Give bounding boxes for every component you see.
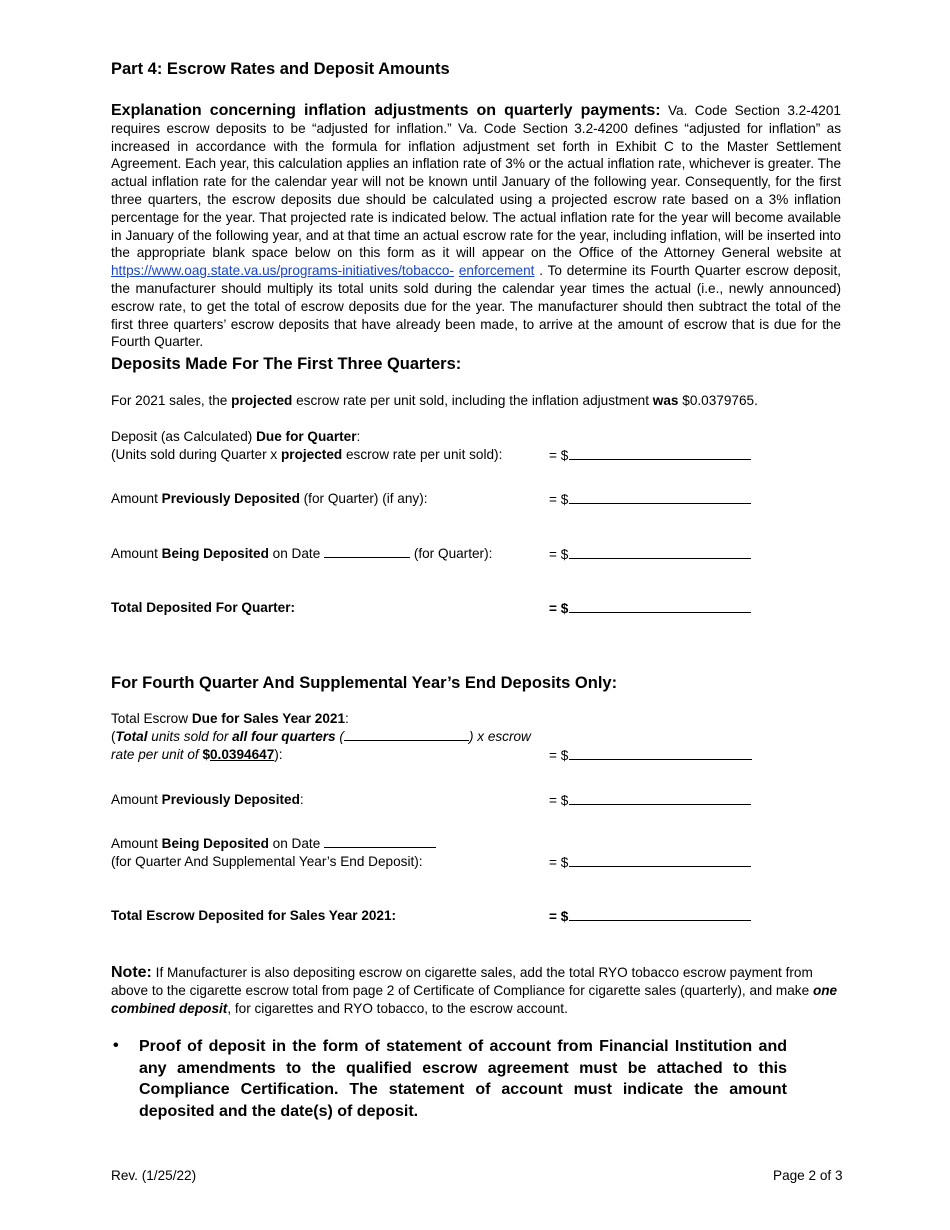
bullet-icon: • xyxy=(113,1037,119,1054)
prev-dep-colon: : xyxy=(299,792,304,807)
amount-blank-line xyxy=(569,545,751,559)
being-deposited-label xyxy=(111,545,492,563)
prev-dep-bold: Previously Deposited xyxy=(161,491,300,506)
date-blank-field[interactable] xyxy=(324,545,410,558)
being-dep-date-text: on Date xyxy=(268,836,325,851)
being-dep-text: Amount xyxy=(111,836,162,851)
explanation-body-2: . To determine its Fourth Quarter escrow deposit, the manufacturer should multiply its total units sold during the calendar year times the actual (i.e., newly announced) escrow rate, to get the total of escrow deposits due for the year. The manufacturer should then subtract the total of the first three quarters’ escrow deposits that have already been made, to arrive at the amount of escrow that is due for the Fourth Quarter. xyxy=(111,263,841,350)
amount-blank-line xyxy=(569,490,751,504)
units-paren: ( xyxy=(335,729,344,744)
being-dep-quarter-text: (for Quarter): xyxy=(410,546,493,561)
rate-text: For 2021 sales, the xyxy=(111,393,232,408)
rate-text-mid: escrow rate per unit sold, including the inflation adjustment xyxy=(292,393,653,408)
rate-close: ): xyxy=(274,747,283,762)
being-dep-date-text: on Date xyxy=(268,546,325,561)
fourth-previously-deposited-field[interactable] xyxy=(549,791,751,810)
explanation-body-1: Va. Code Section 3.2-4201 requires escrow deposits to be “adjusted for inflation.” Va. Code Section 3.2-4200 defines “adjusted for inflation” as increased in accordance with the formula for inflation adjustment set forth in Exhibit C to the Master Settlement Agreement. Each year, this calculation applies an inflation rate of 3% or the actual inflation rate, whichever is greater. The actual inflation rate for the calendar year will not be known until January of the following year. Consequently, for the first three quarters, the escrow deposits due should be calculated using a projected escrow rate based on a 3% inflation percentage for the year. That projected rate is indicated below. The actual inflation rate for the year will become available in January of the following year, and at that time an actual escrow rate for the year, including inflation, will be inserted into the appropriate blank space below on this form as it will appear on the Office of the Attorney General website at xyxy=(111,103,841,261)
deposit-due-text: Deposit (as Calculated) xyxy=(111,429,257,444)
note-label: Note: xyxy=(111,964,152,981)
date-blank-field[interactable] xyxy=(324,835,436,848)
being-dep-bold: Being Deposited xyxy=(161,546,269,561)
being-dep-text: Amount xyxy=(111,546,162,561)
total-word: Total xyxy=(115,729,148,744)
prev-dep-text: Amount xyxy=(111,792,162,807)
escrow-due-text: Total Escrow xyxy=(111,711,192,726)
equals-dollar: = $ xyxy=(549,547,569,562)
deposit-due-projected: projected xyxy=(281,446,343,462)
equals-dollar: = $ xyxy=(549,909,569,924)
deposit-due-formula: (Units sold during Quarter x xyxy=(111,446,281,462)
equals-dollar: = $ xyxy=(549,855,569,870)
deposit-due-bold: Due for Quarter xyxy=(256,429,357,444)
equals-dollar: = $ xyxy=(549,793,569,808)
fourth-being-deposited-field[interactable] xyxy=(549,853,751,872)
proof-of-deposit-text: Proof of deposit in the form of statement of account from Financial Institution and any amendments to the qualified escrow agreement must be attached to this Compliance Certification. The statement of account must indicate the amount deposited and the date(s) of deposit. xyxy=(139,1038,787,1120)
page-number: Page 2 of 3 xyxy=(773,1168,843,1183)
actual-escrow-rate: 0.0394647 xyxy=(210,747,275,762)
equals-dollar: = $ xyxy=(549,492,569,507)
total-escrow-year-field[interactable] xyxy=(549,907,751,926)
explanation-lead: Explanation concerning inflation adjustments on quarterly payments: xyxy=(111,102,661,119)
amount-blank-line xyxy=(569,746,752,760)
supplemental-deposit-text: (for Quarter And Supplemental Year’s End Deposit): xyxy=(111,854,423,869)
oag-link-part2[interactable]: enforcement xyxy=(458,263,535,279)
total-deposited-quarter-field[interactable] xyxy=(549,599,751,618)
prev-dep-bold: Previously Deposited xyxy=(161,792,300,807)
units-sold-text: units sold for xyxy=(147,729,233,744)
equals-dollar: = $ xyxy=(549,601,569,616)
deposit-due-colon: : xyxy=(356,429,361,444)
note-text: If Manufacturer is also depositing escrow on cigarette sales, add the total RYO tobacco escrow payment from above to the cigarette escrow total from page 2 of Certificate of Compliance for cigarette sales (quarterly), and make xyxy=(111,965,813,998)
total-escrow-due-amount-field[interactable] xyxy=(549,746,752,765)
deposit-due-amount-field[interactable] xyxy=(549,446,751,465)
first-three-quarters-heading: Deposits Made For The First Three Quarters: xyxy=(111,355,462,373)
part-title: Part 4: Escrow Rates and Deposit Amounts xyxy=(111,60,450,78)
being-deposited-amount-field[interactable] xyxy=(549,545,751,564)
being-dep-bold: Being Deposited xyxy=(161,836,269,851)
total-deposited-quarter-label: Total Deposited For Quarter: xyxy=(111,600,296,615)
amount-blank-line xyxy=(569,599,751,613)
rate-was-word: was xyxy=(652,393,679,408)
projected-rate-value: $0.0379765. xyxy=(678,393,758,408)
all-four-quarters: all four quarters xyxy=(232,729,336,744)
revision-date: Rev. (1/25/22) xyxy=(111,1168,197,1183)
note-text-end: , for cigarettes and RYO tobacco, to the escrow account. xyxy=(227,1001,568,1016)
equals-dollar: = $ xyxy=(549,448,569,463)
deposit-due-formula-end: escrow rate per unit sold): xyxy=(342,446,503,462)
deposit-due-label xyxy=(111,428,502,463)
amount-blank-line xyxy=(569,446,751,460)
escrow-due-colon: : xyxy=(345,711,349,726)
oag-link-part1[interactable]: https://www.oag.state.va.us/programs-initiatives/tobacco- xyxy=(111,263,455,279)
projected-rate-line xyxy=(111,392,758,410)
prev-dep-text-end: (for Quarter) (if any): xyxy=(299,491,428,506)
total-escrow-year-label: Total Escrow Deposited for Sales Year 2021: xyxy=(111,908,397,923)
dollar-sign: $ xyxy=(202,747,210,762)
fourth-being-deposited-label xyxy=(111,835,436,871)
x-escrow-text: ) x escrow xyxy=(468,729,531,744)
amount-blank-line xyxy=(569,907,751,921)
fourth-previously-deposited-label xyxy=(111,791,304,809)
prev-dep-text: Amount xyxy=(111,491,162,506)
note-combined-deposit: one combined deposit xyxy=(111,983,838,1016)
amount-blank-line xyxy=(569,853,751,867)
explanation-paragraph xyxy=(111,102,841,351)
previously-deposited-label xyxy=(111,490,428,508)
note-paragraph xyxy=(111,964,841,1018)
escrow-due-bold: Due for Sales Year 2021 xyxy=(191,711,345,726)
rate-projected-word: projected xyxy=(231,393,293,408)
paren-open: ( xyxy=(111,729,116,744)
fourth-quarter-heading: For Fourth Quarter And Supplemental Year’s End Deposits Only: xyxy=(111,674,618,692)
units-blank-field[interactable] xyxy=(344,728,469,741)
rate-per-unit-text: rate per unit of xyxy=(111,747,203,762)
previously-deposited-amount-field[interactable] xyxy=(549,490,751,509)
amount-blank-line xyxy=(569,791,751,805)
total-escrow-due-label xyxy=(111,710,531,764)
equals-dollar: = $ xyxy=(549,748,569,763)
